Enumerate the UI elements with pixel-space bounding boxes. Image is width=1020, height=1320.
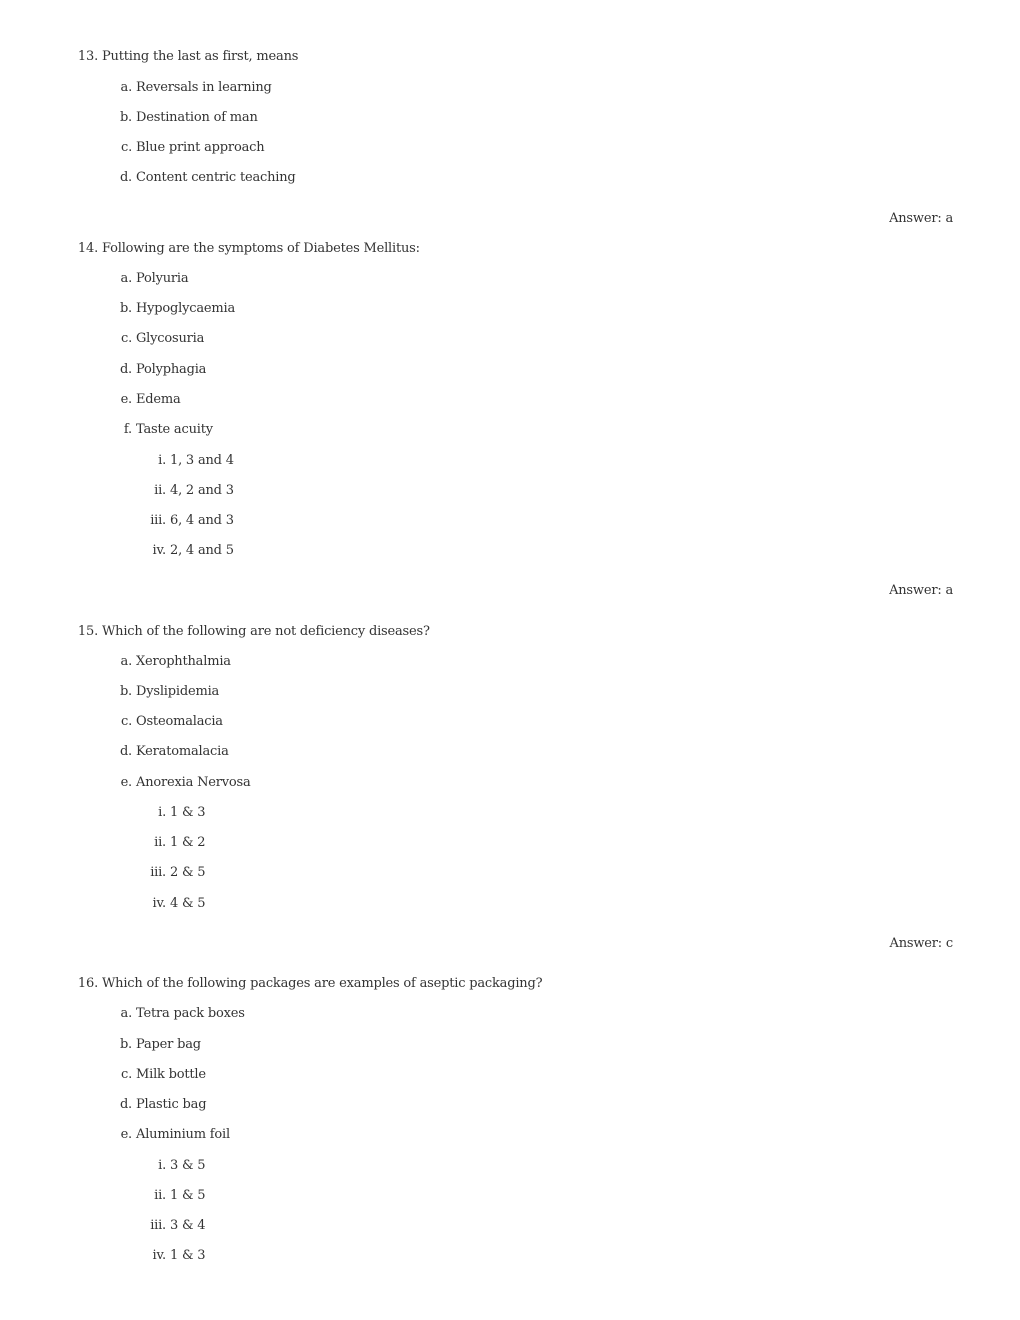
answer-text: Answer: a <box>889 583 953 598</box>
choice-label: i. <box>158 1158 166 1173</box>
question-text: Which of the following are not deficiency diseases? <box>102 624 430 639</box>
choice-text: 2, 4 and 5 <box>170 543 234 558</box>
choice-text: 6, 4 and 3 <box>170 513 234 528</box>
option-label: a. <box>120 271 132 286</box>
option-label: b. <box>119 110 132 125</box>
choice-label: iii. <box>150 513 166 528</box>
question-number: 16. <box>77 976 98 991</box>
option-label: e. <box>120 1127 132 1142</box>
answer-text: Answer: c <box>889 936 953 951</box>
question-number: 14. <box>77 241 98 256</box>
choice-text: 3 & 5 <box>170 1158 206 1173</box>
option-text: Reversals in learning <box>136 80 272 95</box>
option-text: Plastic bag <box>136 1097 207 1112</box>
option-label: d. <box>119 1097 132 1112</box>
option-label: c. <box>120 331 132 346</box>
option-label: a. <box>120 80 132 95</box>
choice-text: 3 & 4 <box>170 1218 206 1233</box>
choice-label: iii. <box>150 1218 166 1233</box>
question-text: Which of the following packages are examples of aseptic packaging? <box>102 976 543 991</box>
option-text: Hypoglycaemia <box>136 301 236 316</box>
option-text: Milk bottle <box>136 1067 206 1082</box>
option-text: Content centric teaching <box>136 170 296 185</box>
choice-text: 1, 3 and 4 <box>170 453 234 468</box>
option-label: b. <box>119 301 132 316</box>
choice-text: 1 & 2 <box>170 835 206 850</box>
option-text: Tetra pack boxes <box>136 1006 245 1021</box>
option-label: c. <box>120 1067 132 1082</box>
option-label: d. <box>119 362 132 377</box>
option-text: Anorexia Nervosa <box>136 775 251 790</box>
option-label: e. <box>120 392 132 407</box>
option-label: b. <box>119 684 132 699</box>
option-label: d. <box>119 744 132 759</box>
option-text: Keratomalacia <box>136 744 229 759</box>
choice-text: 1 & 3 <box>170 805 206 820</box>
option-text: Destination of man <box>136 110 258 125</box>
question-number: 15. <box>77 624 98 639</box>
option-label: a. <box>120 654 132 669</box>
answer-text: Answer: a <box>889 211 953 226</box>
choice-text: 1 & 3 <box>170 1248 206 1263</box>
option-text: Aluminium foil <box>136 1127 230 1142</box>
option-text: Edema <box>136 392 181 407</box>
option-label: f. <box>123 422 132 437</box>
option-text: Xerophthalmia <box>136 654 231 669</box>
option-text: Dyslipidemia <box>136 684 220 699</box>
option-label: c. <box>120 140 132 155</box>
question-number: 13. <box>77 49 98 64</box>
choice-label: iv. <box>152 1248 166 1263</box>
option-text: Polyuria <box>136 271 189 286</box>
choice-label: i. <box>158 453 166 468</box>
option-text: Osteomalacia <box>136 714 223 729</box>
option-label: e. <box>120 775 132 790</box>
option-text: Glycosuria <box>136 331 205 346</box>
choice-label: i. <box>158 805 166 820</box>
choice-label: ii. <box>154 483 166 498</box>
choice-label: iv. <box>152 543 166 558</box>
choice-text: 4, 2 and 3 <box>170 483 234 498</box>
choice-text: 1 & 5 <box>170 1188 206 1203</box>
question-text: Putting the last as first, means <box>102 49 299 64</box>
choice-label: ii. <box>154 1188 166 1203</box>
option-text: Blue print approach <box>136 140 265 155</box>
question-text: Following are the symptoms of Diabetes Mellitus: <box>102 241 420 256</box>
choice-label: ii. <box>154 835 166 850</box>
choice-text: 2 & 5 <box>170 865 206 880</box>
choice-label: iii. <box>150 865 166 880</box>
option-label: c. <box>120 714 132 729</box>
option-text: Paper bag <box>136 1037 201 1052</box>
option-label: d. <box>119 170 132 185</box>
option-text: Polyphagia <box>136 362 207 377</box>
option-text: Taste acuity <box>136 422 213 437</box>
option-label: a. <box>120 1006 132 1021</box>
choice-text: 4 & 5 <box>170 896 206 911</box>
choice-label: iv. <box>152 896 166 911</box>
option-label: b. <box>119 1037 132 1052</box>
